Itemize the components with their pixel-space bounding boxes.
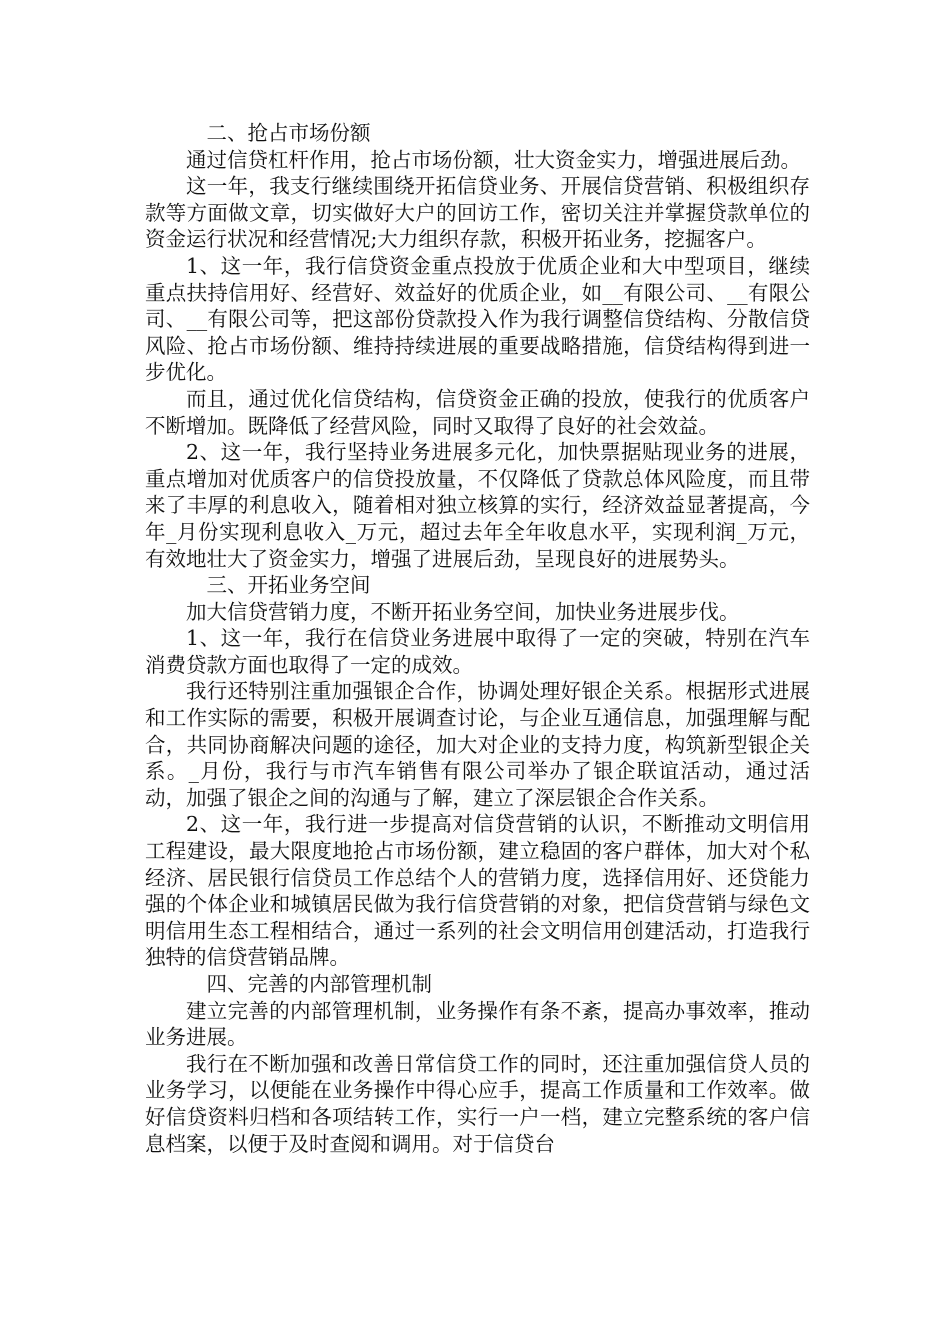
- paragraph: 2、这一年，我行进一步提高对信贷营销的认识，不断推动文明信用工程建设，最大限度地抢占市场份额，建立稳固的客户群体，加大对个私经济、居民银行信贷员工作总结个人的营销力度，选择信用好、还贷能力强的个体企业和城镇居民做为我行信贷营销的对象，把信贷营销与绿色文明信用生态工程相结合，通过一系列的社会文明信用创建活动，打造我行独特的信贷营销品牌。: [145, 812, 810, 970]
- paragraph: 1、这一年，我行信贷资金重点投放于优质企业和大中型项目，继续重点扶持信用好、经营好、效益好的优质企业，如__有限公司、__有限公司、__有限公司等，把这部份贷款投入作为我行调整信贷结构、分散信贷风险、抢占市场份额、维持持续进展的重要战略措施，信贷结构得到进一步优化。: [145, 253, 810, 385]
- paragraph: 通过信贷杠杆作用，抢占市场份额，壮大资金实力，增强进展后劲。: [186, 147, 801, 172]
- section-heading-2: 二、抢占市场份额: [206, 121, 371, 145]
- section-heading-4: 四、完善的内部管理机制: [206, 972, 432, 996]
- paragraph: 这一年，我支行继续围绕开拓信贷业务、开展信贷营销、积极组织存款等方面做文章，切实做好大户的回访工作，密切关注并掌握贷款单位的资金运行状况和经营情况;大力组织存款，积极开拓业务，挖掘客户。: [145, 174, 810, 252]
- document-body: [145, 120, 810, 1157]
- paragraph: 我行还特别注重加强银企合作，协调处理好银企关系。根据形式进展和工作实际的需要，积极开展调查讨论，与企业互通信息，加强理解与配合，共同协商解决问题的途径，加大对企业的支持力度，构筑新型银企关系。_月份，我行与市汽车销售有限公司举办了银企联谊活动，通过活动，加强了银企之间的沟通与了解，建立了深层银企合作关系。: [145, 679, 810, 810]
- paragraph: 而且，通过优化信贷结构，信贷资金正确的投放，使我行的优质客户不断增加。既降低了经营风险，同时又取得了良好的社会效益。: [145, 386, 810, 438]
- paragraph: 2、这一年，我行坚持业务进展多元化，加快票据贴现业务的进展，重点增加对优质客户的信贷投放量，不仅降低了贷款总体风险度，而且带来了丰厚的利息收入，随着相对独立核算的实行，经济效益显著提高，今年_月份实现利息收入_万元，超过去年全年收息水平，实现利润_万元，有效地壮大了资金实力，增强了进展后劲，呈现良好的进展势头。: [145, 440, 810, 571]
- paragraph: 我行在不断加强和改善日常信贷工作的同时，还注重加强信贷人员的业务学习，以便能在业务操作中得心应手，提高工作质量和工作效率。做好信贷资料归档和各项结转工作，实行一户一档，建立完整系统的客户信息档案，以便于及时查阅和调用。对于信贷台: [145, 1051, 810, 1156]
- paragraph: 1、这一年，我行在信贷业务进展中取得了一定的突破，特别在汽车消费贷款方面也取得了一定的成效。: [145, 626, 810, 677]
- section-heading-3: 三、开拓业务空间: [206, 573, 371, 598]
- paragraph: 建立完善的内部管理机制，业务操作有条不紊，提高办事效率，推动业务进展。: [145, 998, 810, 1050]
- paragraph: 加大信贷营销力度，不断开拓业务空间，加快业务进展步伐。: [186, 599, 740, 624]
